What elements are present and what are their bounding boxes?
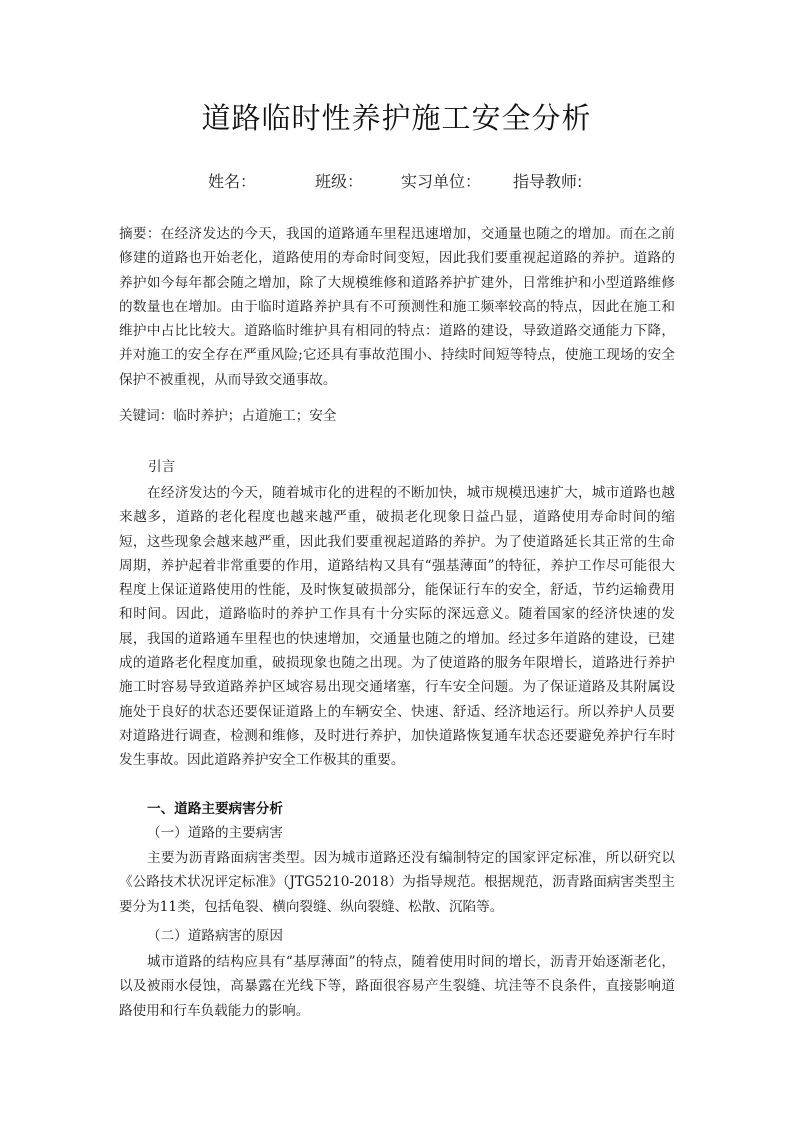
class-label: 班级： [315, 172, 364, 191]
name-label: 姓名： [208, 172, 257, 191]
keywords-line: 关键词：临时养护；占道施工；安全 [119, 408, 337, 424]
intro-heading: 引言 [148, 459, 176, 475]
internship-unit-label: 实习单位： [401, 172, 482, 191]
advisor-label: 指导教师: [513, 172, 583, 191]
section-1-heading: 一、道路主要病害分析 [147, 801, 283, 817]
intro-paragraph: 在经济发达的今天，随着城市化的进程的不断加快，城市规模迅速扩大，城市道路也越来越多，道路的老化程度也越来越严重，破损老化现象日益凸显，道路使用寿命时间的缩短，这些现象会越来越严重，因此我们要重视起道路的养护。为了使道路延长其正常的生命周期，养护起着非常重要的作用，道路结构又具有“强基薄面”的特征，养护工作尽可能很大程度上保证道路使用的性能，及时恢复破损部分，能保证行车的安全，舒适，节约运输费用和时间。因此，道路临时的养护工作具有十分实际的深远意义。随着国家的经济快速的发展，我国的道路通车里程也的快速增加，交通量也随之的增加。经过多年道路的建设，已建成的道路老化程度加重，破损现象也随之出现。为了使道路的服务年限增长，道路进行养护施工时容易导致道路养护区域容易出现交通堵塞，行车安全问题。为了保证道路及其附属设施处于良好的状态还要保证道路上的车辆安全、快速、舒适、经济地运行。所以养护人员要对道路进行调查，检测和维修，及时进行养护，加快道路恢复通车状态还要避免养护行车时发生事故。因此道路养护安全工作极其的重要。 [119, 485, 675, 769]
subsection-1-heading: （一）道路的主要病害 [147, 825, 283, 841]
subsection-2-heading: （二）道路病害的原因 [147, 928, 283, 944]
subsection-2-paragraph: 城市道路的结构应具有“基厚薄面”的特点，随着使用时间的增长，沥青开始逐渐老化，以及被雨水侵蚀，高暴露在光线下等，路面很容易产生裂缝、坑洼等不良条件，直接影响道路使用和行车负载能力的影响。 [119, 954, 675, 1019]
abstract-paragraph: 摘要：在经济发达的今天，我国的道路通车里程迅速增加，交通量也随之的增加。而在之前修建的道路也开始老化，道路使用的寿命时间变短，因此我们要重视起道路的养护。道路的养护如今每年都会随之增加，除了大规模维修和道路养护扩建外，日常维护和小型道路维修的数量也在增加。由于临时道路养护具有不可预测性和施工频率较高的特点，因此在施工和维护中占比比较大。道路临时维护具有相同的特点：道路的建设，导致道路交通能力下降，并对施工的安全存在严重风险;它还具有事故范围小、持续时间短等特点，使施工现场的安全保护不被重视，从而导致交通事故。 [119, 226, 675, 388]
subsection-1-paragraph: 主要为沥青路面病害类型。因为城市道路还没有编制特定的国家评定标准，所以研究以《公路技术状况评定标准》（JTG5210-2018）为指导规范。根据规范，沥青路面病害类型主要分为11类，包括龟裂、横向裂缝、纵向裂缝、松散、沉陷等。 [119, 850, 675, 915]
document-title: 道路临时性养护施工安全分析 [201, 101, 592, 135]
